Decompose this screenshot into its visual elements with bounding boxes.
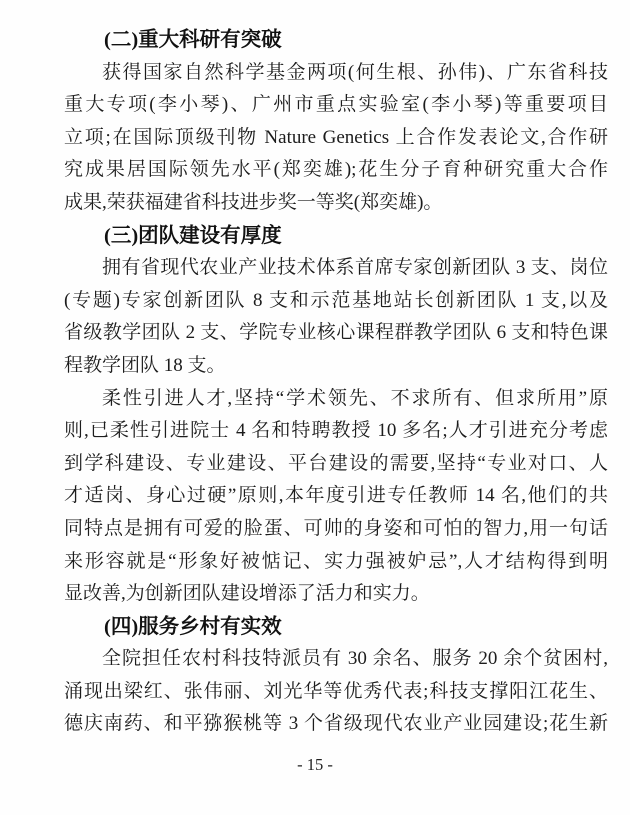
body-line: 拥有省现代农业产业技术体系首席专家创新团队 3 支、岗位	[102, 257, 608, 279]
body-line: 柔性引进人才,坚持“学术领先、不求所有、但求所用”原	[102, 387, 608, 409]
section-heading-2: (二)重大科研有突破	[104, 29, 282, 51]
body-line: 才适岗、身心过硬”原则,本年度引进专任教师 14 名,他们的共	[64, 485, 608, 507]
body-line: 到学科建设、专业建设、平台建设的需要,坚持“专业对口、人	[64, 452, 608, 474]
body-line: 德庆南药、和平猕猴桃等 3 个省级现代农业产业园建设;花生新	[64, 713, 608, 735]
text-block	[64, 24, 608, 741]
body-line: 究成果居国际领先水平(郑奕雄);花生分子育种研究重大合作	[64, 159, 608, 181]
body-line: 重大专项(李小琴)、广州市重点实验室(李小琴)等重要项目	[64, 94, 608, 116]
body-line: 则,已柔性引进院士 4 名和特聘教授 10 多名;人才引进充分考虑	[64, 420, 608, 442]
body-line: 显改善,为创新团队建设增添了活力和实力。	[64, 583, 430, 605]
body-line: 立项;在国际顶级刊物 Nature Genetics 上合作发表论文,合作研	[64, 126, 608, 148]
body-line: 程教学团队 18 支。	[64, 354, 226, 376]
body-line: 省级教学团队 2 支、学院专业核心课程群教学团队 6 支和特色课	[64, 322, 608, 344]
body-line: 同特点是拥有可爱的脸蛋、可帅的身姿和可怕的智力,用一句话	[64, 517, 608, 539]
page-number: - 15 -	[297, 755, 333, 774]
section-heading-4: (四)服务乡村有实效	[104, 615, 282, 638]
body-line: (专题)专家创新团队 8 支和示范基地站长创新团队 1 支,以及	[64, 289, 608, 311]
body-line: 成果,荣获福建省科技进步奖一等奖(郑奕雄)。	[64, 191, 443, 213]
body-line: 来形容就是“形象好被惦记、实力强被妒忌”,人才结构得到明	[64, 550, 608, 572]
body-line: 获得国家自然科学基金两项(何生根、孙伟)、广东省科技	[102, 61, 608, 83]
body-line: 全院担任农村科技特派员有 30 余名、服务 20 余个贫困村,	[102, 648, 608, 670]
body-line: 涌现出梁红、张伟丽、刘光华等优秀代表;科技支撑阳江花生、	[64, 680, 608, 702]
section-heading-3: (三)团队建设有厚度	[104, 224, 282, 247]
